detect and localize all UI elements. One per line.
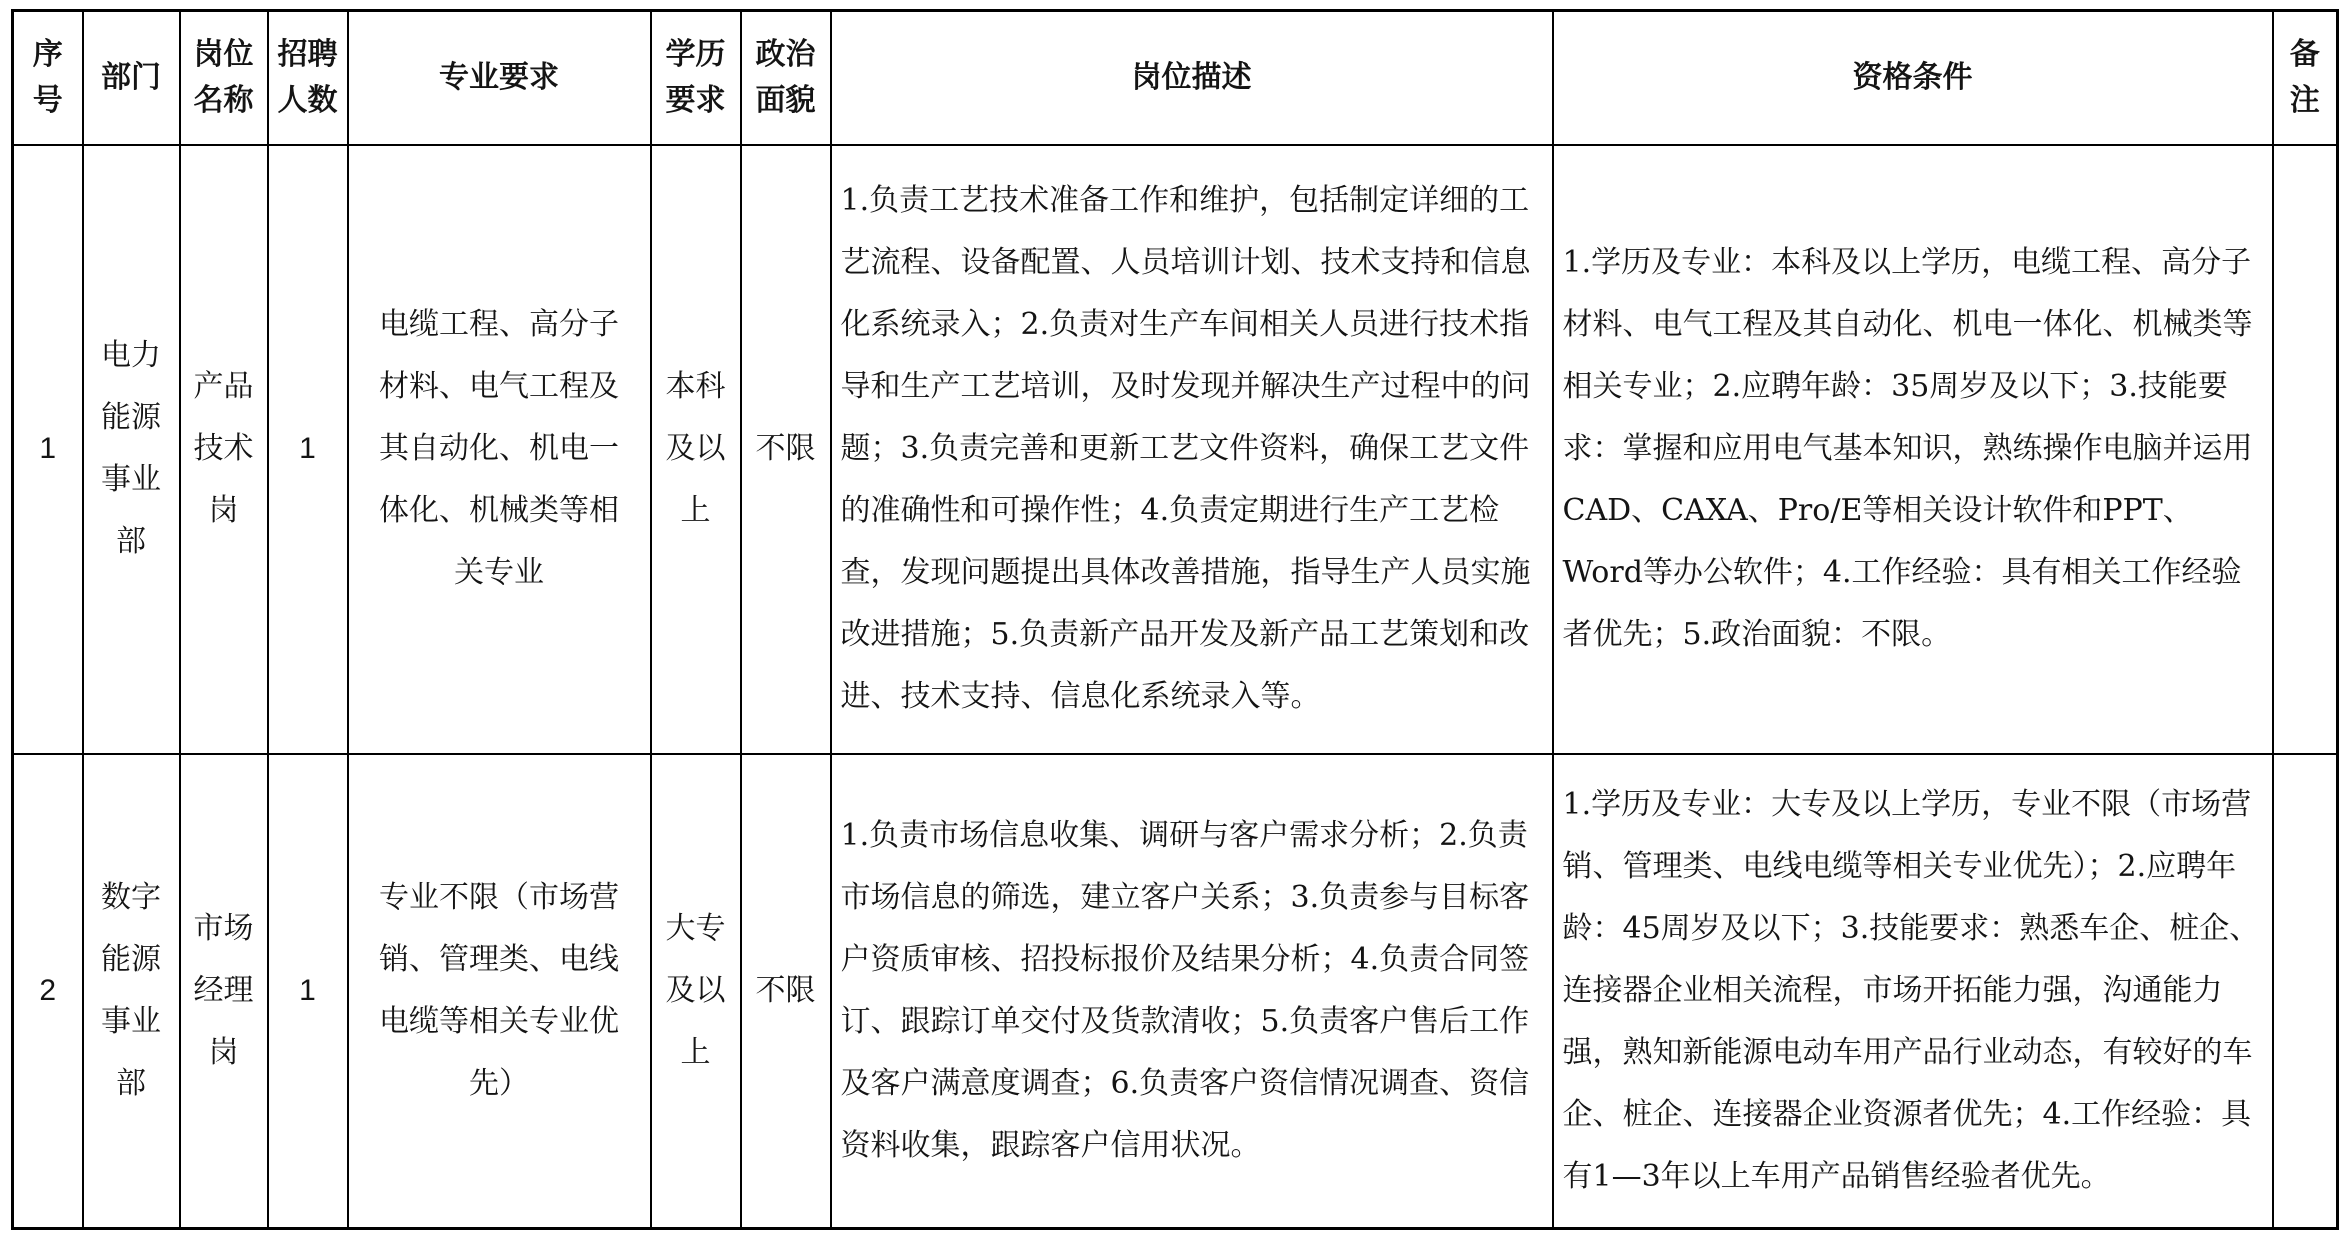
row2-qualifications: 1.学历及专业：大专及以上学历，专业不限（市场营销、管理类、电线电缆等相关专业优先）；2.应聘年龄：45周岁及以下；3.技能要求：熟悉车企、桩企、连接器企业相关流程，市场开拓能力强，沟通能力强，熟知新能源电动车用产品行业动态，有较好的车企、桩企、连接器企业资源者优先；4.工作经验：具有1—3年以上车用产品销售经验者优先。 — [1553, 754, 2273, 1229]
row1-openings: 1 — [268, 145, 348, 754]
header-education-req: 学历要求 — [651, 11, 741, 145]
header-department: 部门 — [83, 11, 180, 145]
row1-post-title: 产品技术岗 — [180, 145, 268, 754]
header-seq: 序号 — [13, 11, 83, 145]
row2-department: 数字能源事业部 — [83, 754, 180, 1229]
row1-seq: 1 — [13, 145, 83, 754]
row2-post-title: 市场经理岗 — [180, 754, 268, 1229]
row2-education-req: 大专及以上 — [651, 754, 741, 1229]
row2-political-status: 不限 — [741, 754, 831, 1229]
header-major-req: 专业要求 — [348, 11, 651, 145]
row2-openings: 1 — [268, 754, 348, 1229]
row1-job-description: 1.负责工艺技术准备工作和维护，包括制定详细的工艺流程、设备配置、人员培训计划、技术支持和信息化系统录入；2.负责对生产车间相关人员进行技术指导和生产工艺培训，及时发现并解决生产过程中的问题；3.负责完善和更新工艺文件资料，确保工艺文件的准确性和可操作性；4.负责定期进行生产工艺检查，发现问题提出具体改善措施，指导生产人员实施改进措施；5.负责新产品开发及新产品工艺策划和改进、技术支持、信息化系统录入等。 — [831, 145, 1553, 754]
row1-political-status: 不限 — [741, 145, 831, 754]
row2-major-req: 专业不限（市场营销、管理类、电线电缆等相关专业优先） — [348, 754, 651, 1229]
row1-department: 电力能源事业部 — [83, 145, 180, 754]
row2-seq: 2 — [13, 754, 83, 1229]
row1-qualifications: 1.学历及专业：本科及以上学历，电缆工程、高分子材料、电气工程及其自动化、机电一体化、机械类等相关专业；2.应聘年龄：35周岁及以下；3.技能要求：掌握和应用电气基本知识，熟练操作电脑并运用CAD、CAXA、Pro/E等相关设计软件和PPT、Word等办公软件；4.工作经验：具有相关工作经验者优先；5.政治面貌：不限。 — [1553, 145, 2273, 754]
header-note: 备注 — [2273, 11, 2338, 145]
table-row — [13, 145, 2338, 754]
row2-job-description: 1.负责市场信息收集、调研与客户需求分析；2.负责市场信息的筛选，建立客户关系；3.负责参与目标客户资质审核、招投标报价及结果分析；4.负责合同签订、跟踪订单交付及货款清收；5.负责客户售后工作及客户满意度调查；6.负责客户资信情况调查、资信资料收集，跟踪客户信用状况。 — [831, 754, 1553, 1229]
row1-major-req: 电缆工程、高分子材料、电气工程及其自动化、机电一体化、机械类等相关专业 — [348, 145, 651, 754]
header-post-title: 岗位名称 — [180, 11, 268, 145]
header-job-description: 岗位描述 — [831, 11, 1553, 145]
recruitment-table — [11, 9, 2339, 1230]
row1-education-req: 本科及以上 — [651, 145, 741, 754]
table-header-row — [13, 11, 2338, 145]
header-qualifications: 资格条件 — [1553, 11, 2273, 145]
row1-note — [2273, 145, 2338, 754]
table-row — [13, 754, 2338, 1229]
header-political-status: 政治面貌 — [741, 11, 831, 145]
row2-note — [2273, 754, 2338, 1229]
header-openings: 招聘人数 — [268, 11, 348, 145]
